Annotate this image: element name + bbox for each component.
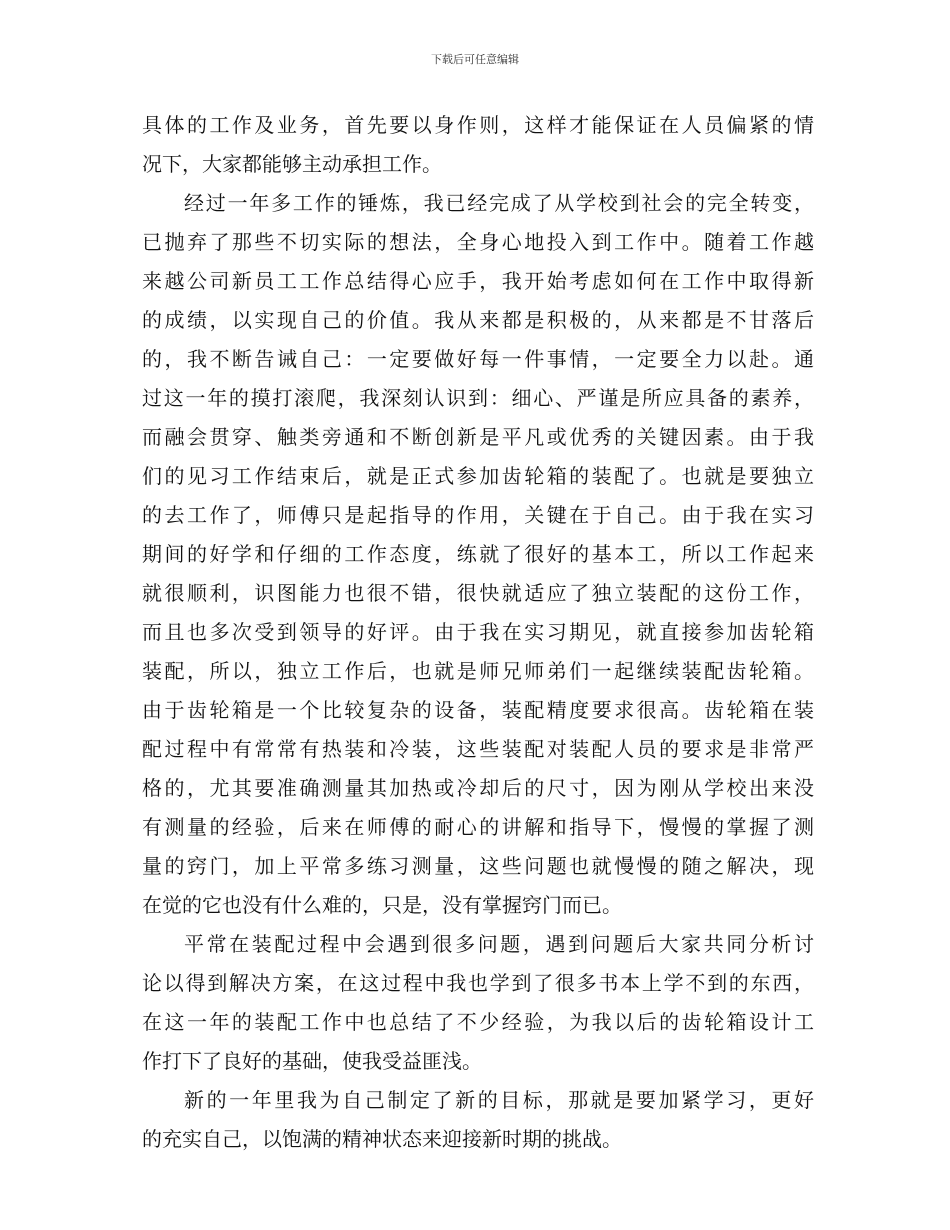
text-line: 装配，所以，独立工作后，也就是师兄师弟们一起继续装配齿轮箱。 bbox=[142, 659, 814, 683]
text-line: 们的见习工作结束后，就是正式参加齿轮箱的装配了。也就是要独立 bbox=[142, 464, 814, 488]
text-line: 来越公司新员工工作总结得心应手，我开始考虑如何在工作中取得新 bbox=[142, 269, 814, 293]
text-line: 格的，尤其要准确测量其加热或冷却后的尺寸，因为刚从学校出来没 bbox=[142, 776, 814, 800]
text-line: 的，我不断告诫自己：一定要做好每一件事情，一定要全力以赴。通 bbox=[142, 347, 814, 371]
text-line: 具体的工作及业务，首先要以身作则，这样才能保证在人员偏紧的情 bbox=[142, 113, 814, 137]
text-line: 配过程中有常常有热装和冷装，这些装配对装配人员的要求是非常严 bbox=[142, 737, 814, 761]
text-line: 就很顺利，识图能力也很不错，很快就适应了独立装配的这份工作， bbox=[142, 581, 814, 605]
text-line: 在这一年的装配工作中也总结了不少经验，为我以后的齿轮箱设计工 bbox=[142, 1010, 814, 1034]
text-line: 的成绩，以实现自己的价值。我从来都是积极的，从来都是不甘落后 bbox=[142, 308, 814, 332]
text-line: 况下，大家都能够主动承担工作。 bbox=[142, 152, 442, 176]
text-line: 平常在装配过程中会遇到很多问题，遇到问题后大家共同分析讨 bbox=[184, 932, 814, 956]
text-line: 经过一年多工作的锤炼，我已经完成了从学校到社会的完全转变， bbox=[184, 191, 814, 215]
text-line: 有测量的经验，后来在师傅的耐心的讲解和指导下，慢慢的掌握了测 bbox=[142, 815, 814, 839]
text-line: 的充实自己，以饱满的精神状态来迎接新时期的挑战。 bbox=[142, 1127, 622, 1151]
text-line: 期间的好学和仔细的工作态度，练就了很好的基本工，所以工作起来 bbox=[142, 542, 814, 566]
paragraph bbox=[142, 925, 814, 1081]
text-line: 由于齿轮箱是一个比较复杂的设备，装配精度要求很高。齿轮箱在装 bbox=[142, 698, 814, 722]
text-line: 新的一年里我为自己制定了新的目标，那就是要加紧学习，更好 bbox=[184, 1088, 814, 1112]
document-body bbox=[142, 106, 814, 1159]
text-line: 在觉的它也没有什么难的，只是，没有掌握窍门而已。 bbox=[142, 893, 622, 917]
text-line: 已抛弃了那些不切实际的想法，全身心地投入到工作中。随着工作越 bbox=[142, 230, 814, 254]
page-header: 下载后可任意编辑 bbox=[431, 53, 519, 66]
text-line: 论以得到解决方案，在这过程中我也学到了很多书本上学不到的东西， bbox=[142, 971, 814, 995]
text-line: 作打下了良好的基础，使我受益匪浅。 bbox=[142, 1049, 482, 1073]
text-line: 而且也多次受到领导的好评。由于我在实习期见，就直接参加齿轮箱 bbox=[142, 620, 814, 644]
paragraph bbox=[142, 1081, 814, 1159]
text-line: 量的窍门，加上平常多练习测量，这些问题也就慢慢的随之解决，现 bbox=[142, 854, 814, 878]
text-line: 过这一年的摸打滚爬，我深刻认识到：细心、严谨是所应具备的素养， bbox=[142, 386, 814, 410]
text-line: 而融会贯穿、触类旁通和不断创新是平凡或优秀的关键因素。由于我 bbox=[142, 425, 814, 449]
paragraph bbox=[142, 106, 814, 184]
paragraph bbox=[142, 184, 814, 925]
text-line: 的去工作了，师傅只是起指导的作用，关键在于自己。由于我在实习 bbox=[142, 503, 814, 527]
